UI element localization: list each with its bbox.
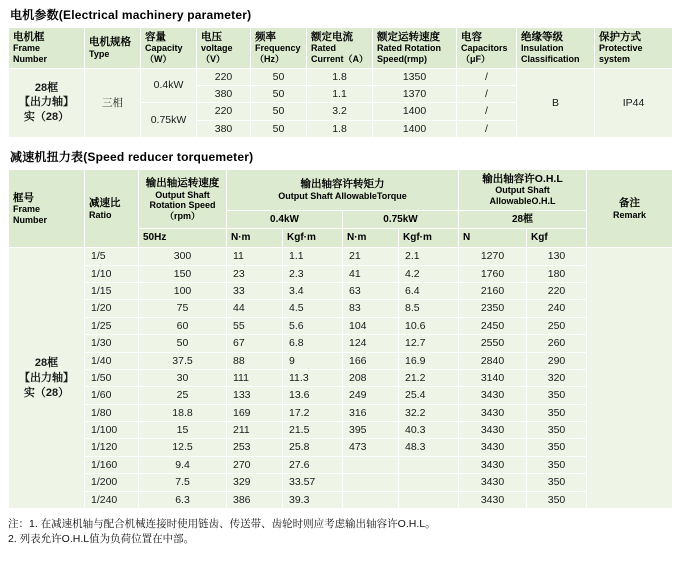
torque-kgfm-04: 13.6 [283,387,343,404]
output-speed: 150 [139,265,227,282]
motor-col-current: 额定电流 Rated Current（A） [307,28,373,69]
output-speed: 100 [139,283,227,300]
motor-frequency: 50 [251,120,307,137]
ohl-kgf: 180 [527,265,587,282]
ohl-frame-label: 28框 [459,210,587,229]
torque-nm-04: 329 [227,474,283,491]
motor-col-type: 电机规格 Type [85,28,141,69]
ohl-n: 3430 [459,439,527,456]
table-row [9,68,673,85]
torque-nm-075: 21 [343,248,399,265]
table-row [9,439,673,456]
output-speed: 60 [139,317,227,334]
torque-kgfm-04: 9 [283,352,343,369]
ratio: 1/240 [85,491,139,508]
ohl-kgf: 350 [527,422,587,439]
torque-nm-075: 208 [343,369,399,386]
torque-group-04kw: 0.4kW [227,210,343,229]
motor-capacitor: / [457,120,517,137]
motor-capacitor: / [457,68,517,85]
ohl-n: 2160 [459,283,527,300]
ratio: 1/15 [85,283,139,300]
torque-nm-04: 133 [227,387,283,404]
motor-current: 1.8 [307,120,373,137]
ohl-kgf: 350 [527,439,587,456]
torque-kgfm-075: 2.1 [399,248,459,265]
motor-col-frame: 电机框 Frame Number [9,28,85,69]
ratio: 1/5 [85,248,139,265]
motor-current: 1.1 [307,85,373,102]
ohl-n: 3430 [459,474,527,491]
torque-kgfm-075: 10.6 [399,317,459,334]
ohl-n: 3430 [459,404,527,421]
ohl-kgf: 350 [527,387,587,404]
ohl-n: 2550 [459,335,527,352]
ratio: 1/50 [85,369,139,386]
motor-voltage: 220 [197,103,251,120]
torque-kgfm-075: 25.4 [399,387,459,404]
torque-nm-04: 55 [227,317,283,334]
torque-kgfm-04: 21.5 [283,422,343,439]
torque-kgfm-04: 3.4 [283,283,343,300]
reducer-col-remark: 备注 Remark [587,170,673,248]
table-row [9,248,673,265]
reducer-frame-number: 28框 【出力轴】 实（28） [9,248,85,509]
torque-nm-075 [343,491,399,508]
output-speed: 18.8 [139,404,227,421]
torque-kgfm-04: 17.2 [283,404,343,421]
torque-kgfm-04: 6.8 [283,335,343,352]
motor-frequency: 50 [251,103,307,120]
motor-speed: 1370 [373,85,457,102]
torque-kgfm-04: 5.6 [283,317,343,334]
torque-kgfm-04: 27.6 [283,456,343,473]
motor-current: 3.2 [307,103,373,120]
output-speed: 12.5 [139,439,227,456]
motor-voltage: 380 [197,85,251,102]
torque-kgfm-04: 2.3 [283,265,343,282]
motor-col-speed: 额定运转速度 Rated Rotation Speed(rmp) [373,28,457,69]
motor-type: 三相 [85,68,141,138]
torque-unit-nm-04: N·m [227,229,283,248]
motor-insulation: B [517,68,595,138]
torque-nm-075: 316 [343,404,399,421]
output-speed: 9.4 [139,456,227,473]
motor-current: 1.8 [307,68,373,85]
torque-nm-075 [343,456,399,473]
torque-kgfm-04: 33.57 [283,474,343,491]
motor-parameter-table [8,27,673,138]
ohl-kgf: 260 [527,335,587,352]
ratio: 1/25 [85,317,139,334]
torque-unit-kgfm-075: Kgf·m [399,229,459,248]
ratio: 1/30 [85,335,139,352]
motor-voltage: 380 [197,120,251,137]
torque-kgfm-04: 1.1 [283,248,343,265]
reducer-torque-table [8,169,673,509]
table-row [9,352,673,369]
ohl-n: 2450 [459,317,527,334]
torque-kgfm-075: 12.7 [399,335,459,352]
table-row [9,283,673,300]
ohl-n: 1760 [459,265,527,282]
table-row [9,300,673,317]
torque-group-075kw: 0.75kW [343,210,459,229]
table-row [9,387,673,404]
output-speed: 25 [139,387,227,404]
torque-nm-075: 124 [343,335,399,352]
torque-nm-075: 41 [343,265,399,282]
ohl-n: 3430 [459,491,527,508]
torque-nm-04: 253 [227,439,283,456]
reducer-header-row-1 [9,170,673,211]
footnote-2: 2. 列表允许O.H.L值为负荷位置在中部。 [8,533,195,546]
motor-col-protection: 保护方式 Protective system [595,28,673,69]
torque-nm-075: 63 [343,283,399,300]
torque-nm-04: 386 [227,491,283,508]
torque-kgfm-04: 25.8 [283,439,343,456]
torque-nm-04: 11 [227,248,283,265]
ohl-n: 1270 [459,248,527,265]
motor-capacitor: / [457,103,517,120]
ratio: 1/160 [85,456,139,473]
ohl-n: 3430 [459,387,527,404]
footnote-1: 注：1. 在减速机轴与配合机械连接时使用链齿、传送带、齿轮时则应考虑输出轴容许O.H.L。 [8,517,436,530]
torque-kgfm-075: 16.9 [399,352,459,369]
motor-section-title: 电机参数(Electrical machinery parameter) [10,8,252,22]
table-row [9,317,673,334]
ohl-kgf: 350 [527,474,587,491]
reducer-col-output-speed: 输出轴运转速度 Output Shaft Rotation Speed （rpm） [139,170,227,229]
ohl-unit-kgf: Kgf [527,229,587,248]
torque-nm-075: 166 [343,352,399,369]
torque-kgfm-075: 6.4 [399,283,459,300]
torque-kgfm-04: 39.3 [283,491,343,508]
ratio: 1/10 [85,265,139,282]
motor-col-voltage: 电压 voltage （V） [197,28,251,69]
torque-nm-04: 211 [227,422,283,439]
ohl-kgf: 350 [527,404,587,421]
ohl-kgf: 220 [527,283,587,300]
ohl-kgf: 250 [527,317,587,334]
ohl-kgf: 240 [527,300,587,317]
ohl-kgf: 290 [527,352,587,369]
torque-kgfm-075 [399,491,459,508]
table-row [9,422,673,439]
motor-speed: 1400 [373,120,457,137]
torque-nm-075: 249 [343,387,399,404]
output-speed: 30 [139,369,227,386]
torque-nm-04: 67 [227,335,283,352]
motor-frequency: 50 [251,85,307,102]
ohl-kgf: 350 [527,491,587,508]
ratio: 1/120 [85,439,139,456]
motor-col-capacitor: 电容 Capacitors （μF） [457,28,517,69]
table-row [9,265,673,282]
torque-nm-075: 104 [343,317,399,334]
torque-nm-04: 88 [227,352,283,369]
footnotes [8,517,672,547]
torque-nm-075: 395 [343,422,399,439]
output-speed: 15 [139,422,227,439]
output-speed: 7.5 [139,474,227,491]
torque-unit-kgfm-04: Kgf·m [283,229,343,248]
torque-kgfm-04: 11.3 [283,369,343,386]
torque-unit-nm-075: N·m [343,229,399,248]
motor-header-row [9,28,673,69]
table-row [9,474,673,491]
ohl-n: 3140 [459,369,527,386]
motor-capacity: 0.4kW [141,68,197,103]
ohl-kgf: 350 [527,456,587,473]
torque-kgfm-075 [399,456,459,473]
torque-nm-04: 44 [227,300,283,317]
motor-voltage: 220 [197,68,251,85]
torque-nm-04: 33 [227,283,283,300]
reducer-col-allowable-torque: 输出轴容许转矩力 Output Shaft AllowableTorque [227,170,459,211]
table-row [9,404,673,421]
motor-capacity: 0.75kW [141,103,197,138]
torque-kgfm-075: 40.3 [399,422,459,439]
ohl-n: 3430 [459,456,527,473]
ohl-n: 3430 [459,422,527,439]
output-speed: 6.3 [139,491,227,508]
torque-nm-04: 23 [227,265,283,282]
motor-col-capacity: 容量 Capacity （W） [141,28,197,69]
torque-nm-04: 270 [227,456,283,473]
ratio: 1/40 [85,352,139,369]
output-speed: 75 [139,300,227,317]
torque-kgfm-075: 48.3 [399,439,459,456]
motor-speed: 1400 [373,103,457,120]
ohl-kgf: 130 [527,248,587,265]
remark-cell [587,248,673,509]
torque-nm-075: 473 [343,439,399,456]
torque-nm-075 [343,474,399,491]
motor-protection: IP44 [595,68,673,138]
motor-col-frequency: 频率 Frequency （Hz） [251,28,307,69]
motor-frame-number: 28框 【出力轴】 实（28） [9,68,85,138]
torque-kgfm-075: 4.2 [399,265,459,282]
table-row [9,491,673,508]
motor-col-insulation: 绝缘等级 Insulation Classification [517,28,595,69]
ohl-kgf: 320 [527,369,587,386]
ratio: 1/100 [85,422,139,439]
torque-nm-075: 83 [343,300,399,317]
ratio: 1/60 [85,387,139,404]
ratio: 1/20 [85,300,139,317]
output-speed: 37.5 [139,352,227,369]
reducer-col-ratio: 减速比 Ratio [85,170,139,248]
torque-kgfm-075: 21.2 [399,369,459,386]
reducer-section-title: 减速机扭力表(Speed reducer torquemeter) [10,150,254,165]
table-row [9,456,673,473]
reducer-col-frame: 框号 Frame Number [9,170,85,248]
motor-frequency: 50 [251,68,307,85]
ohl-unit-n: N [459,229,527,248]
torque-nm-04: 111 [227,369,283,386]
motor-speed: 1350 [373,68,457,85]
torque-nm-04: 169 [227,404,283,421]
ratio: 1/200 [85,474,139,491]
motor-capacitor: / [457,85,517,102]
ohl-n: 2350 [459,300,527,317]
output-speed: 300 [139,248,227,265]
output-speed: 50 [139,335,227,352]
table-row [9,369,673,386]
ratio: 1/80 [85,404,139,421]
torque-kgfm-075: 32.2 [399,404,459,421]
output-speed-frequency: 50Hz [139,229,227,248]
reducer-col-allowable-ohl: 输出轴容许O.H.L Output Shaft AllowableO.H.L [459,170,587,211]
ohl-n: 2840 [459,352,527,369]
torque-kgfm-075 [399,474,459,491]
torque-kgfm-04: 4.5 [283,300,343,317]
table-row [9,335,673,352]
torque-kgfm-075: 8.5 [399,300,459,317]
